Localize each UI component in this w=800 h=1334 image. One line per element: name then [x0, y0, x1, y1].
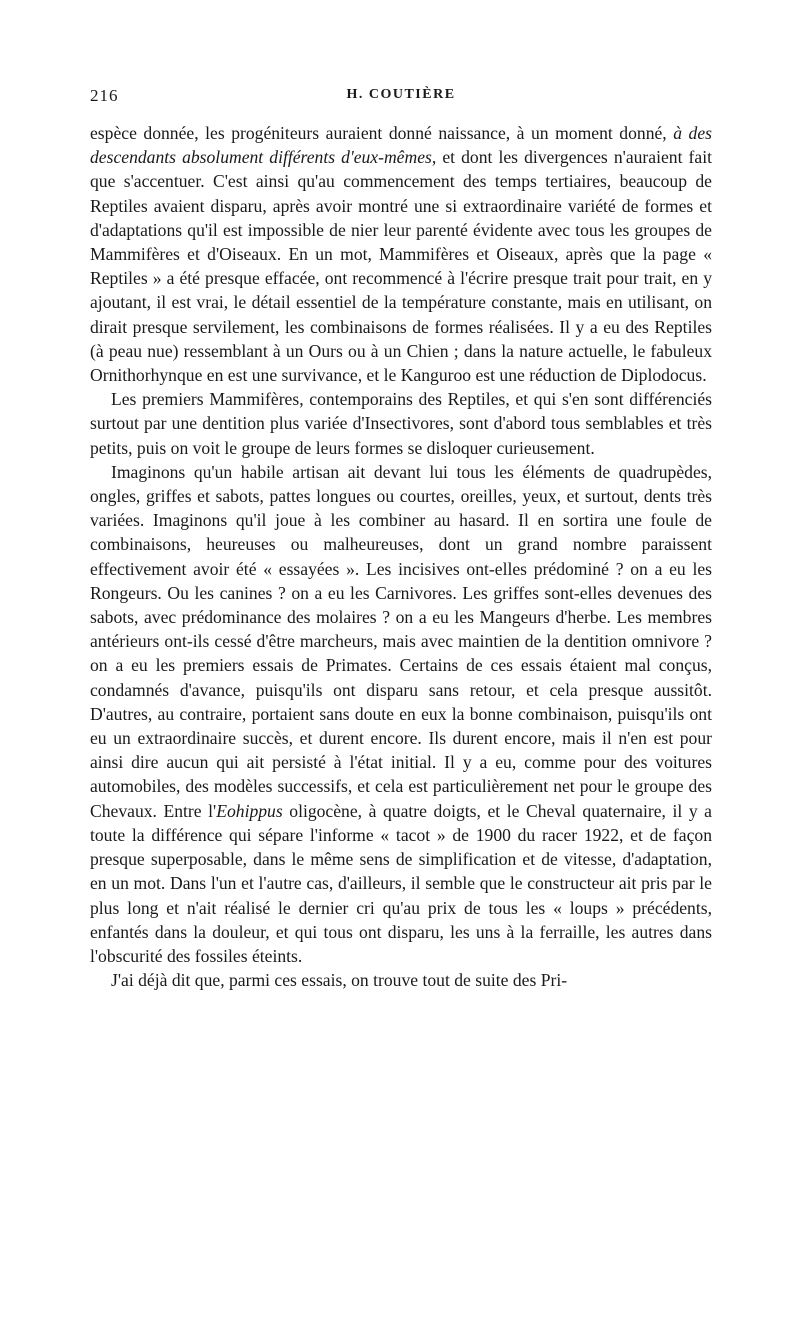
paragraph [90, 121, 712, 387]
paragraph [90, 968, 712, 992]
text-segment: , et dont les divergences n'auraient fait que s'accentuer. C'est ainsi qu'au commencement des temps tertiaires, beaucoup de Reptiles avaient disparu, après avoir montré une si extraordinaire variété de formes et d'adaptations qu'il est impossible de nier leur parenté évidente avec tous les groupes de Mammifères et d'Oiseaux. En un mot, Mammifères et Oiseaux, après que la page « Reptiles » a été presque effacée, ont recommencé à l'écrire presque trait pour trait, en y ajoutant, il est vrai, le détail essentiel de la température constante, mais en utilisant, on dirait presque servilement, les combinaisons de formes réalisées. Il y a eu des Reptiles (à peau nue) ressemblant à un Ours ou à un Chien ; dans la nature actuelle, le fabuleux Ornithorhynque en est une survivance, et le Kanguroo est une réduction de Diplodocus. [90, 147, 712, 386]
italic-text: à des descendants absolument différents d'eux-mêmes [90, 123, 713, 168]
page-header [90, 86, 712, 110]
text-segment: oligocène, à quatre doigts, et le Cheval quaternaire, il y a toute la différence qui sépare l'informe « tacot » de 1900 du racer 1922, et de façon presque superposable, dans le même sens de simplification et de vitesse, d'adaptation, en un mot. Dans l'un et l'autre cas, d'ailleurs, il semble que le constructeur ait pris par le plus long et n'ait réalisé le dernier cri qu'au prix de tous les « loups » précédents, enfantés dans la douleur, et qui tous ont disparu, les uns à la ferraille, les autres dans l'obscurité des fossiles éteints. [90, 800, 712, 966]
text-segment: espèce donnée, les progéniteurs auraient donné naissance, à un moment donné, [90, 123, 674, 143]
text-segment: Imaginons qu'un habile artisan ait devant lui tous les éléments de quadrupèdes, ongles, griffes et sabots, pattes longues ou courtes, oreilles, yeux, et surtout, dents très variées. Imaginons qu'il joue à les combiner au hasard. Il en sortira une foule de combinaisons, heureuses ou malheureuses, dont un grand nombre paraissent effectivement avoir été « essayées ». Les incisives ont-elles prédominé ? on a eu les Rongeurs. Ou les canines ? on a eu les Carnivores. Les griffes sont-elles devenues des sabots, avec prédominance des molaires ? on a eu les Mangeurs d'herbe. Les membres antérieurs ont-ils cessé d'être marcheurs, mais avec maintien de la dentition omnivore ? on a eu les premiers essais de Primates. Certains de ces essais étaient mal conçus, condamnés d'avance, puisqu'ils ont disparu sans retour, et cela presque aussitôt. D'autres, au contraire, portaient sans doute en eux la bonne combinaison, puisqu'ils ont eu un extraordinaire succès, et durent encore. Ils durent encore, mais il n'en est pour ainsi dire aucun qui ait persisté à l'état initial. Il y a eu, comme pour des voitures automobiles, des modèles successifs, et cela est particulièrement net pour le groupe des Chevaux. Entre l' [90, 461, 712, 821]
text-segment: Les premiers Mammifères, contemporains des Reptiles, et qui s'en sont différenciés surtout par une dentition plus variée d'Insectivores, sont d'abord tous semblables et très petits, puis on voit le groupe de leurs formes se disloquer curieusement. [90, 389, 712, 458]
paragraph [90, 460, 712, 968]
text-segment: J'ai déjà dit que, parmi ces essais, on trouve tout de suite des Pri- [111, 970, 568, 991]
page-number: 216 [90, 86, 119, 105]
running-head: H. COUTIÈRE [346, 87, 456, 102]
italic-text: Eohippus [216, 800, 283, 821]
paragraph [90, 387, 712, 460]
body-text [90, 121, 712, 992]
